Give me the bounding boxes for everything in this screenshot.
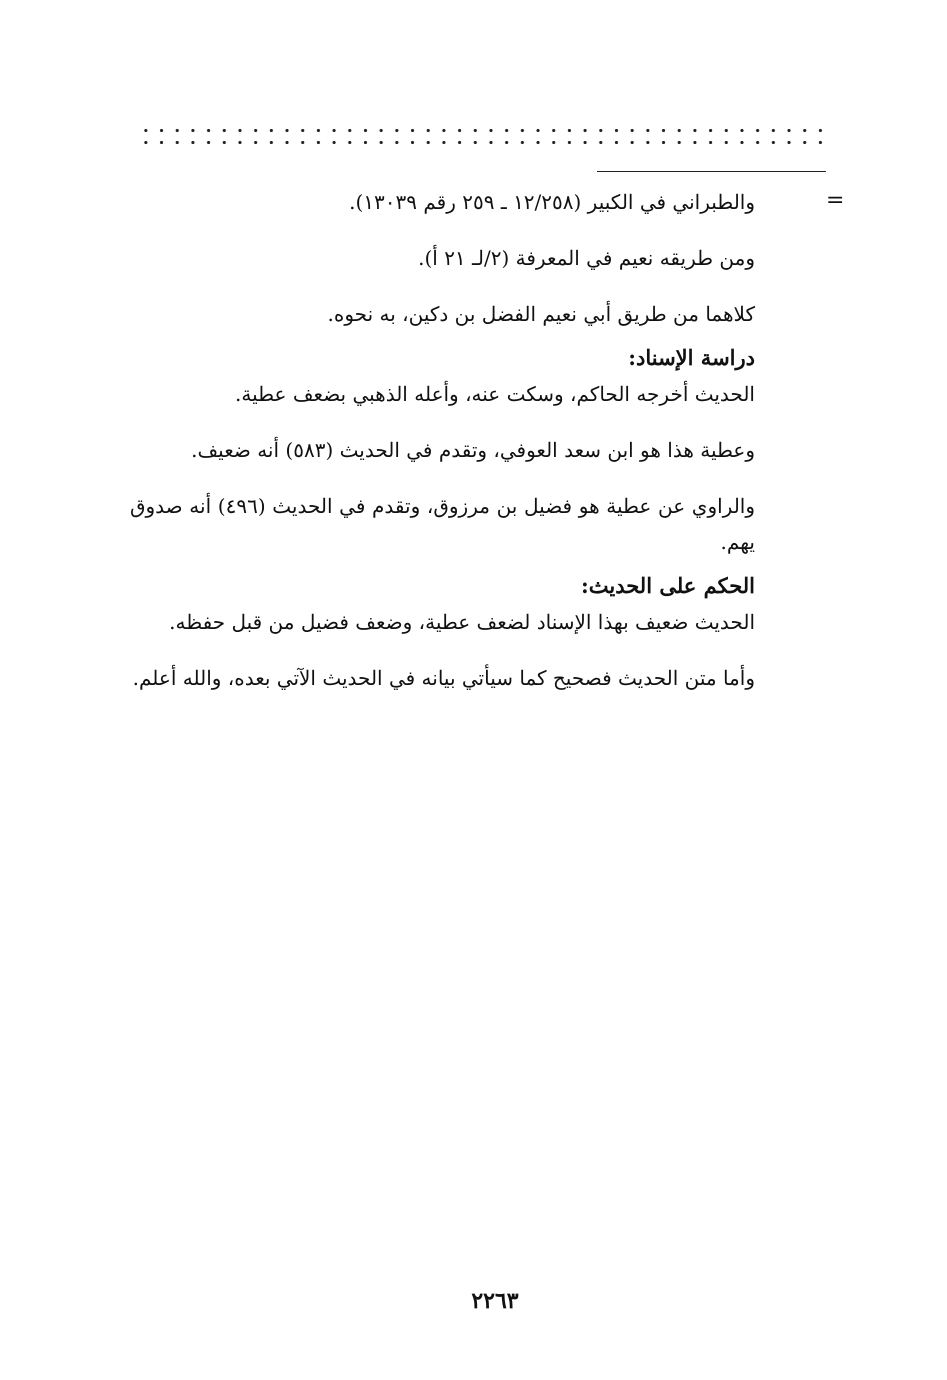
page-number: ٢٢٦٣ — [471, 1288, 519, 1314]
heading-isnad-study: دراسة الإسناد: — [628, 345, 755, 370]
footnote-body — [130, 184, 755, 716]
continuation-mark: = — [826, 188, 845, 213]
paragraph-matn-sahih: وأما متن الحديث فصحيح كما سيأتي بيانه في الحديث الآتي بعده، والله أعلم. — [132, 666, 755, 690]
paragraph-nuaym: ومن طريقه نعيم في المعرفة (٢/لـ ٢١ أ). — [418, 246, 755, 270]
heading-hadith-verdict: الحكم على الحديث: — [581, 573, 755, 598]
paragraph-atiyya: وعطية هذا هو ابن سعد العوفي، وتقدم في الحديث (٥٨٣) أنه ضعيف. — [191, 438, 755, 462]
paragraph-weak-verdict: الحديث ضعيف بهذا الإسناد لضعف عطية، وضعف فضيل من قبل حفظه. — [169, 610, 755, 634]
dotted-separator — [138, 126, 828, 150]
paragraph-hakim: الحديث أخرجه الحاكم، وسكت عنه، وأعله الذهبي بضعف عطية. — [235, 382, 755, 406]
paragraph-both-routes: كلاهما من طريق أبي نعيم الفضل بن دكين، به نحوه. — [327, 302, 755, 326]
paragraph-tabarani: والطبراني في الكبير (١٢/٢٥٨ ـ ٢٥٩ رقم ١٣٠٣٩). — [349, 190, 755, 214]
paragraph-fudayl: والراوي عن عطية هو فضيل بن مرزوق، وتقدم في الحديث (٤٩٦) أنه صدوق يهم. — [130, 494, 755, 554]
footnote-rule — [597, 171, 826, 172]
